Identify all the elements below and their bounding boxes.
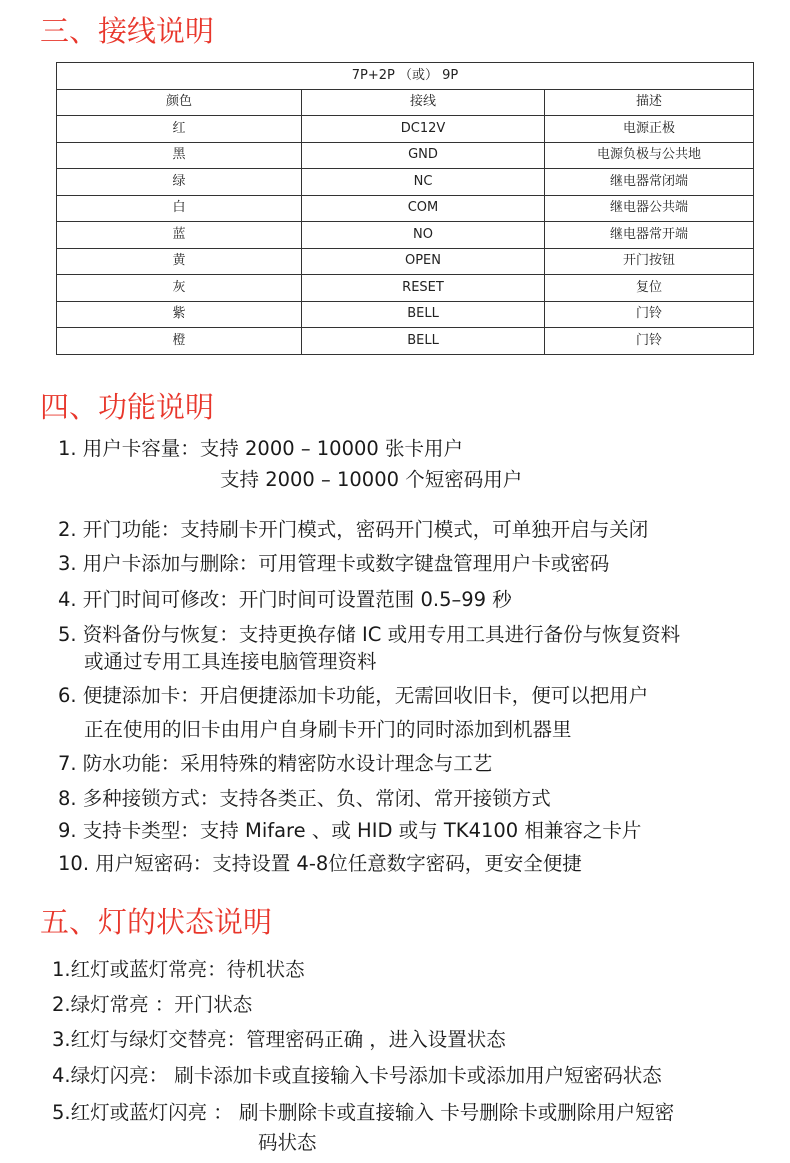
cell-description: 电源正极 [545, 116, 754, 143]
table-row [57, 116, 754, 143]
list-item: 2.绿灯常亮 ：开门状态 [52, 993, 253, 1016]
list-item: 3. 用户卡添加与删除：可用管理卡或数字键盘管理用户卡或密码 [58, 552, 610, 575]
cell-description: 复位 [545, 275, 754, 302]
header-color: 颜色 [57, 89, 302, 116]
list-item: 1.红灯或蓝灯常亮：待机状态 [52, 958, 305, 981]
table-row [57, 328, 754, 355]
cell-wiring: BELL [302, 301, 545, 328]
list-item: 4.绿灯闪亮： 刷卡添加卡或直接输入卡号添加卡或添加用户短密码状态 [52, 1064, 662, 1087]
cell-description: 开门按钮 [545, 248, 754, 275]
cell-color: 灰 [57, 275, 302, 302]
cell-color: 红 [57, 116, 302, 143]
table-row [57, 248, 754, 275]
section-title-wiring: 三、接线说明 [40, 14, 215, 48]
list-item: 5.红灯或蓝灯闪亮 ： 刷卡删除卡或直接输入 卡号删除卡或删除用户短密 [52, 1101, 675, 1124]
list-item: 4. 开门时间可修改：开门时间可设置范围 0.5–99 秒 [58, 588, 512, 611]
cell-wiring: COM [302, 195, 545, 222]
cell-color: 白 [57, 195, 302, 222]
list-item: 8. 多种接锁方式：支持各类正、负、常闭、常开接锁方式 [58, 787, 551, 810]
list-item: 5. 资料备份与恢复：支持更换存储 IC 或用专用工具进行备份与恢复资料 [58, 623, 681, 646]
cell-color: 紫 [57, 301, 302, 328]
cell-color: 黑 [57, 142, 302, 169]
list-item: 1. 用户卡容量：支持 2000 – 10000 张卡用户 [58, 437, 464, 460]
list-item: 10. 用户短密码：支持设置 4-8位任意数字密码，更安全便捷 [58, 852, 582, 875]
list-item-continuation: 支持 2000 – 10000 个短密码用户 [220, 468, 523, 491]
table-row [57, 195, 754, 222]
section-title-functions: 四、功能说明 [40, 390, 215, 424]
section-title-light-status: 五、灯的状态说明 [40, 905, 273, 939]
cell-description: 电源负极与公共地 [545, 142, 754, 169]
cell-description: 门铃 [545, 301, 754, 328]
table-row [57, 222, 754, 249]
table-title-row [57, 63, 754, 90]
table-header-row [57, 89, 754, 116]
list-item: 2. 开门功能：支持刷卡开门模式，密码开门模式，可单独开启与关闭 [58, 518, 649, 541]
table-title: 7P+2P （或） 9P [57, 63, 754, 90]
cell-color: 蓝 [57, 222, 302, 249]
cell-wiring: OPEN [302, 248, 545, 275]
table-row [57, 169, 754, 196]
wiring-table [56, 62, 754, 355]
cell-color: 橙 [57, 328, 302, 355]
list-item-continuation: 码状态 [258, 1131, 317, 1154]
cell-description: 继电器公共端 [545, 195, 754, 222]
header-description: 描述 [545, 89, 754, 116]
cell-description: 继电器常开端 [545, 222, 754, 249]
cell-wiring: BELL [302, 328, 545, 355]
list-item: 6. 便捷添加卡：开启便捷添加卡功能，无需回收旧卡，便可以把用户 [58, 684, 649, 707]
table-row [57, 142, 754, 169]
list-item: 3.红灯与绿灯交替亮：管理密码正确 ，进入设置状态 [52, 1028, 506, 1051]
list-item-continuation: 或通过专用工具连接电脑管理资料 [84, 650, 377, 673]
cell-color: 绿 [57, 169, 302, 196]
cell-description: 门铃 [545, 328, 754, 355]
cell-wiring: DC12V [302, 116, 545, 143]
cell-description: 继电器常闭端 [545, 169, 754, 196]
table-row [57, 301, 754, 328]
table-row [57, 275, 754, 302]
cell-wiring: NO [302, 222, 545, 249]
list-item: 9. 支持卡类型：支持 Mifare 、或 HID 或与 TK4100 相兼容之卡片 [58, 819, 642, 842]
cell-wiring: RESET [302, 275, 545, 302]
cell-wiring: GND [302, 142, 545, 169]
list-item: 7. 防水功能：采用特殊的精密防水设计理念与工艺 [58, 752, 493, 775]
list-item-continuation: 正在使用的旧卡由用户自身刷卡开门的同时添加到机器里 [84, 718, 572, 741]
cell-wiring: NC [302, 169, 545, 196]
header-wiring: 接线 [302, 89, 545, 116]
cell-color: 黄 [57, 248, 302, 275]
